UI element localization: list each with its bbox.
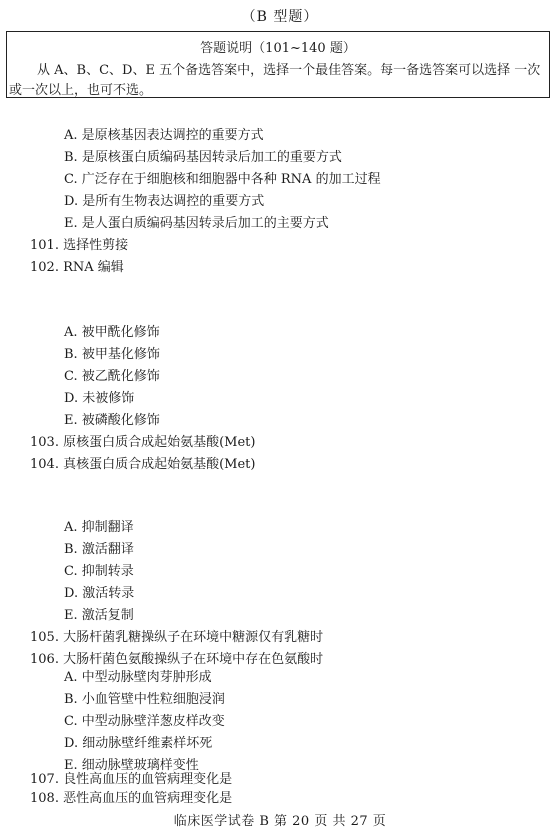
option-107-d: D. 细动脉壁纤维素样坏死 <box>64 736 213 751</box>
option-101-b: B. 是原核蛋白质编码基因转录后加工的重要方式 <box>64 150 342 165</box>
option-103-a: A. 被甲酰化修饰 <box>64 325 160 340</box>
option-105-b: B. 激活翻译 <box>64 542 134 557</box>
option-107-a: A. 中型动脉壁肉芽肿形成 <box>64 670 212 685</box>
option-105-c: C. 抑制转录 <box>64 564 134 579</box>
question-107: 107. 良性高血压的血管病理变化是 <box>30 772 233 787</box>
question-104: 104. 真核蛋白质合成起始氨基酸(Met) <box>30 457 256 472</box>
question-108: 108. 恶性高血压的血管病理变化是 <box>30 791 233 806</box>
option-107-c: C. 中型动脉壁洋葱皮样改变 <box>64 714 225 729</box>
option-103-c: C. 被乙酰化修饰 <box>64 369 160 384</box>
instruction-text-line-2: 或一次以上，也可不选。 <box>9 83 153 98</box>
option-107-e: E. 细动脉壁玻璃样变性 <box>64 758 199 773</box>
option-105-e: E. 激活复制 <box>64 608 134 623</box>
option-101-e: E. 是人蛋白质编码基因转录后加工的主要方式 <box>64 216 329 231</box>
option-101-d: D. 是所有生物表达调控的重要方式 <box>64 194 265 209</box>
question-101: 101. 选择性剪接 <box>30 238 129 253</box>
option-103-d: D. 未被修饰 <box>64 391 135 406</box>
option-107-b: B. 小血管壁中性粒细胞浸润 <box>64 692 225 707</box>
option-103-b: B. 被甲基化修饰 <box>64 347 160 362</box>
option-105-d: D. 激活转录 <box>64 586 135 601</box>
instruction-title: 答题说明（101~140 题） <box>200 41 356 56</box>
instruction-box <box>6 31 550 98</box>
question-106: 106. 大肠杆菌色氨酸操纵子在环境中存在色氨酸时 <box>30 652 324 667</box>
page-footer: 临床医学试卷 B 第 20 页 共 27 页 <box>173 814 387 829</box>
option-103-e: E. 被磷酸化修饰 <box>64 413 160 428</box>
question-102: 102. RNA 编辑 <box>30 260 124 275</box>
option-101-c: C. 广泛存在于细胞核和细胞器中各种 RNA 的加工过程 <box>64 172 381 187</box>
instruction-text-line-1: 从 A、B、C、D、E 五个备选答案中，选择一个最佳答案。每一备选答案可以选择 一次 <box>37 63 541 78</box>
option-101-a: A. 是原核基因表达调控的重要方式 <box>64 128 264 143</box>
question-103: 103. 原核蛋白质合成起始氨基酸(Met) <box>30 435 256 450</box>
question-105: 105. 大肠杆菌乳糖操纵子在环境中糖源仅有乳糖时 <box>30 630 324 645</box>
option-105-a: A. 抑制翻译 <box>64 520 134 535</box>
section-title: （B 型题） <box>241 9 319 25</box>
